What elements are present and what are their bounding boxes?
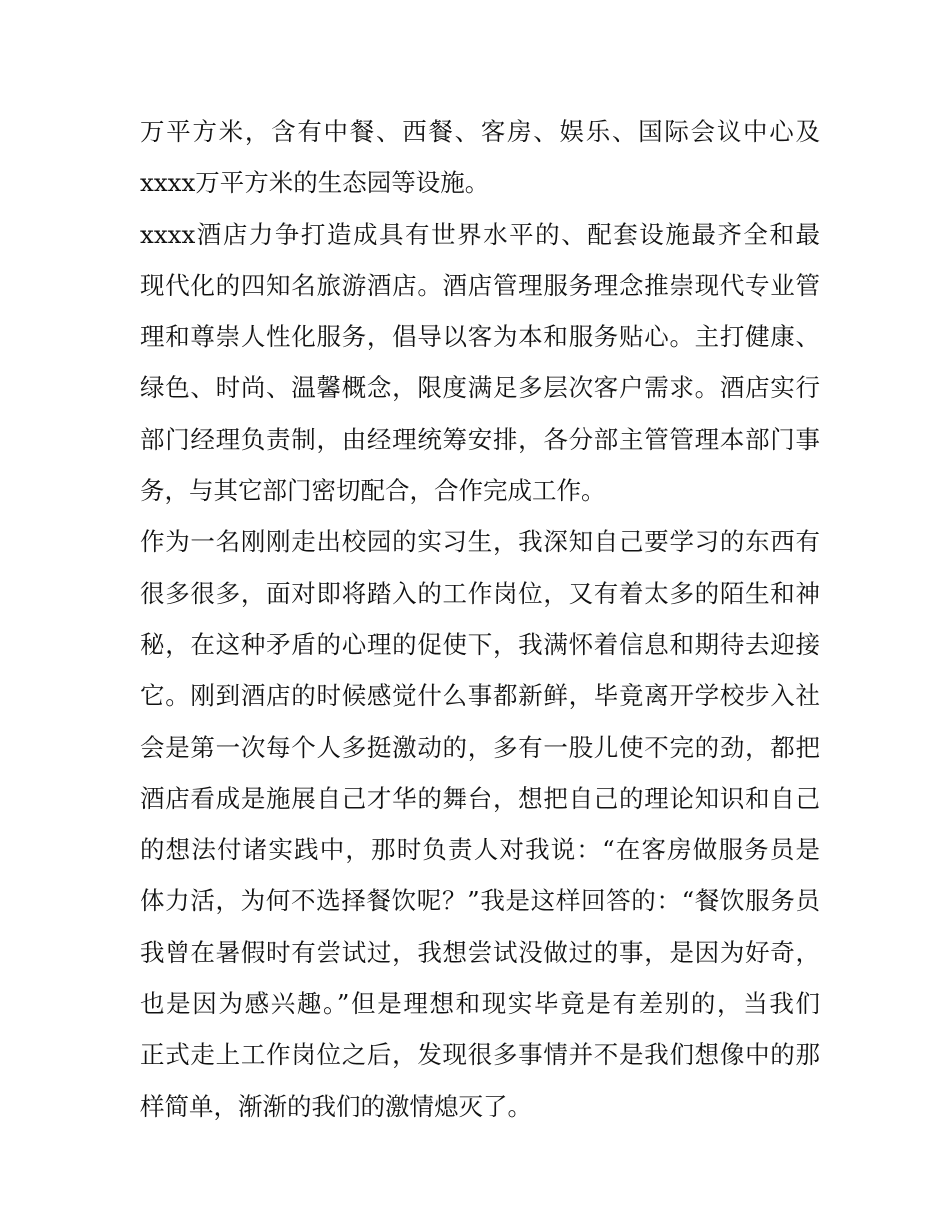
text-line: 万平方米，含有中餐、西餐、客房、娱乐、国际会议中心及 — [140, 117, 820, 146]
text-line: 正式走上工作岗位之后，发现很多事情并不是我们想像中的那 — [140, 1040, 820, 1070]
text-line: 样简单，渐渐的我们的激情熄灭了。 — [140, 1091, 532, 1121]
text-line: 会是第一次每个人多挺激动的，多有一股儿使不完的劲，都把 — [140, 732, 820, 762]
text-line: 务，与其它部门密切配合，合作完成工作。 — [140, 476, 606, 506]
text-line: 也是因为感兴趣。”但是理想和现实毕竟是有差别的，当我们 — [140, 989, 820, 1019]
text-line: 秘，在这种矛盾的心理的促使下，我满怀着信息和期待去迎接 — [140, 629, 820, 659]
text-line: xxxx酒店力争打造成具有世界水平的、配套设施最齐全和最 — [140, 219, 820, 249]
text-line: 我曾在暑假时有尝试过，我想尝试没做过的事，是因为好奇， — [140, 937, 820, 967]
text-line: 很多很多，面对即将踏入的工作岗位，又有着太多的陌生和神 — [140, 578, 820, 608]
body-text — [140, 106, 820, 1132]
text-line: 理和尊崇人性化服务，倡导以客为本和服务贴心。主打健康、 — [140, 322, 820, 352]
text-line: 的想法付诸实践中，那时负责人对我说：“在客房做服务员是 — [140, 835, 820, 865]
text-line: 酒店看成是施展自己才华的舞台，想把自己的理论知识和自己 — [140, 783, 820, 813]
text-line: 绿色、时尚、温馨概念，限度满足多层次客户需求。酒店实行 — [140, 373, 820, 403]
text-line: 体力活，为何不选择餐饮呢？”我是这样回答的：“餐饮服务员 — [140, 886, 820, 916]
text-line: 现代化的四知名旅游酒店。酒店管理服务理念推崇现代专业管 — [140, 270, 820, 300]
text-line: xxxx万平方米的生态园等设施。 — [140, 168, 490, 198]
text-line: 作为一名刚刚走出校园的实习生，我深知自己要学习的东西有 — [140, 527, 820, 557]
text-line: 它。刚到酒店的时候感觉什么事都新鲜，毕竟离开学校步入社 — [140, 681, 820, 711]
text-line: 部门经理负责制，由经理统筹安排，各分部主管管理本部门事 — [140, 424, 820, 454]
